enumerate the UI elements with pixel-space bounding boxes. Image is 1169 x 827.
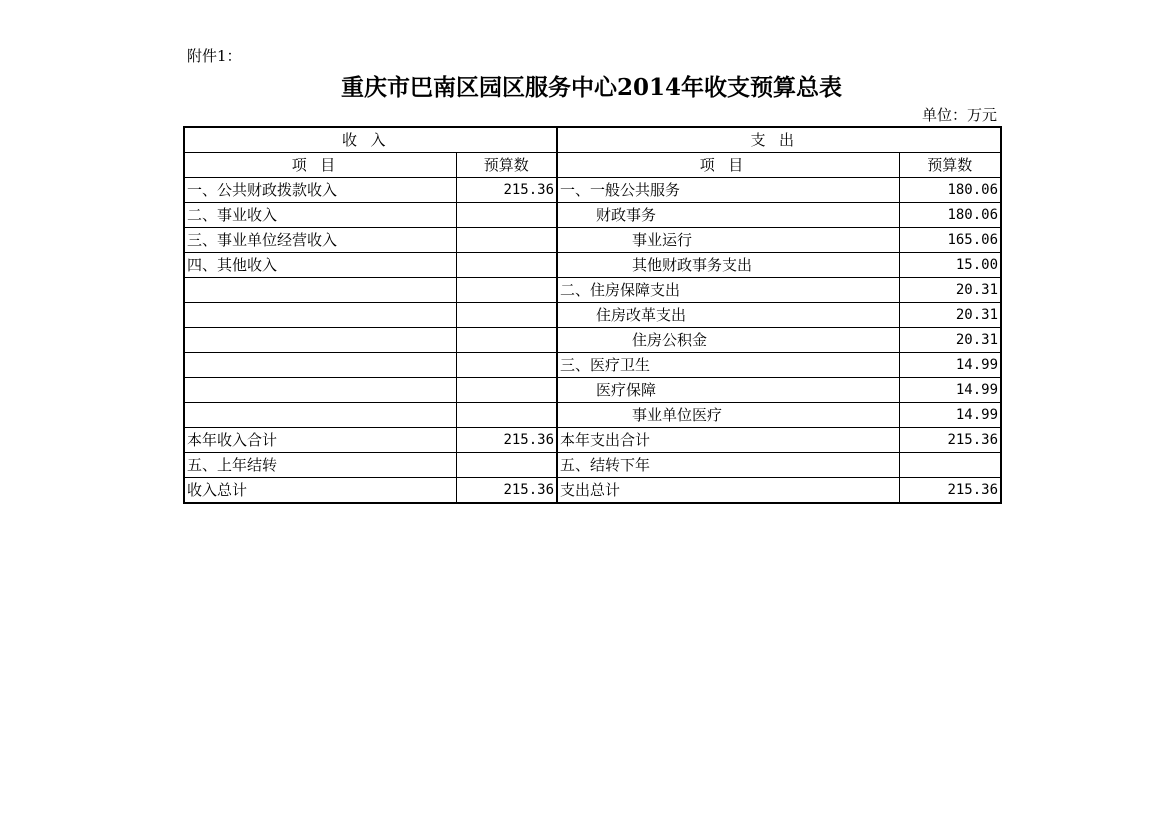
income-amount-cell: [456, 453, 557, 478]
income-item-cell: 本年收入合计: [184, 428, 456, 453]
attachment-label: 附件1：: [187, 47, 242, 65]
expense-amount-cell: 14.99: [899, 378, 1001, 403]
expense-item-cell: 支出总计: [557, 478, 899, 504]
expense-amount-cell: 215.36: [899, 478, 1001, 504]
income-item-cell: [184, 303, 456, 328]
table-row: [184, 478, 1001, 504]
table-row: [184, 278, 1001, 303]
expense-amount-cell: 14.99: [899, 353, 1001, 378]
expense-item-cell: 三、医疗卫生: [557, 353, 899, 378]
income-amount-cell: [456, 353, 557, 378]
income-amount-cell: [456, 303, 557, 328]
page-title: 重庆市巴南区园区服务中心2014年收支预算总表: [340, 74, 842, 101]
expense-item-cell: 五、结转下年: [557, 453, 899, 478]
table-row: [184, 378, 1001, 403]
expense-amount-cell: 165.06: [899, 228, 1001, 253]
income-item-cell: [184, 403, 456, 428]
expense-item-cell: 财政事务: [557, 203, 899, 228]
income-item-cell: 收入总计: [184, 478, 456, 504]
income-amount-cell: [456, 328, 557, 353]
table-row: [184, 228, 1001, 253]
table-row: [184, 453, 1001, 478]
expense-amount-cell: 14.99: [899, 403, 1001, 428]
income-amount-cell: 215.36: [456, 478, 557, 504]
table-row: [184, 353, 1001, 378]
expense-amount-cell: 20.31: [899, 328, 1001, 353]
income-item-cell: 五、上年结转: [184, 453, 456, 478]
income-item-cell: [184, 378, 456, 403]
table-row: [184, 253, 1001, 278]
expense-amount-cell: 20.31: [899, 303, 1001, 328]
unit-label: 单位：万元: [921, 106, 997, 124]
expense-amount-cell: 20.31: [899, 278, 1001, 303]
income-item-cell: [184, 328, 456, 353]
section-header-row: [184, 127, 1001, 153]
income-amount-cell: 215.36: [456, 178, 557, 203]
table-row: [184, 403, 1001, 428]
income-item-cell: 三、事业单位经营收入: [184, 228, 456, 253]
expense-header: 支出: [557, 127, 1001, 153]
table-row: [184, 328, 1001, 353]
income-amount-header: 预算数: [456, 153, 557, 178]
income-amount-cell: [456, 403, 557, 428]
expense-item-cell: 事业单位医疗: [557, 403, 899, 428]
expense-item-cell: 本年支出合计: [557, 428, 899, 453]
expense-amount-cell: 180.06: [899, 178, 1001, 203]
expense-amount-cell: 215.36: [899, 428, 1001, 453]
expense-item-header: 项目: [557, 153, 899, 178]
expense-amount-cell: [899, 453, 1001, 478]
expense-amount-cell: 180.06: [899, 203, 1001, 228]
expense-item-cell: 住房改革支出: [557, 303, 899, 328]
expense-item-cell: 事业运行: [557, 228, 899, 253]
expense-item-cell: 二、住房保障支出: [557, 278, 899, 303]
income-amount-cell: [456, 228, 557, 253]
expense-amount-cell: 15.00: [899, 253, 1001, 278]
expense-item-cell: 住房公积金: [557, 328, 899, 353]
income-item-cell: 四、其他收入: [184, 253, 456, 278]
table-row: [184, 178, 1001, 203]
income-amount-cell: [456, 378, 557, 403]
income-item-cell: [184, 278, 456, 303]
income-header: 收入: [184, 127, 557, 153]
income-item-cell: 二、事业收入: [184, 203, 456, 228]
income-amount-cell: [456, 203, 557, 228]
table-row: [184, 203, 1001, 228]
expense-item-cell: 医疗保障: [557, 378, 899, 403]
expense-item-cell: 其他财政事务支出: [557, 253, 899, 278]
table-row: [184, 428, 1001, 453]
expense-item-cell: 一、一般公共服务: [557, 178, 899, 203]
income-item-cell: [184, 353, 456, 378]
income-item-header: 项目: [184, 153, 456, 178]
budget-table: [183, 126, 1002, 504]
income-item-cell: 一、公共财政拨款收入: [184, 178, 456, 203]
expense-amount-header: 预算数: [899, 153, 1001, 178]
income-amount-cell: 215.36: [456, 428, 557, 453]
table-row: [184, 303, 1001, 328]
income-amount-cell: [456, 278, 557, 303]
column-header-row: [184, 153, 1001, 178]
income-amount-cell: [456, 253, 557, 278]
